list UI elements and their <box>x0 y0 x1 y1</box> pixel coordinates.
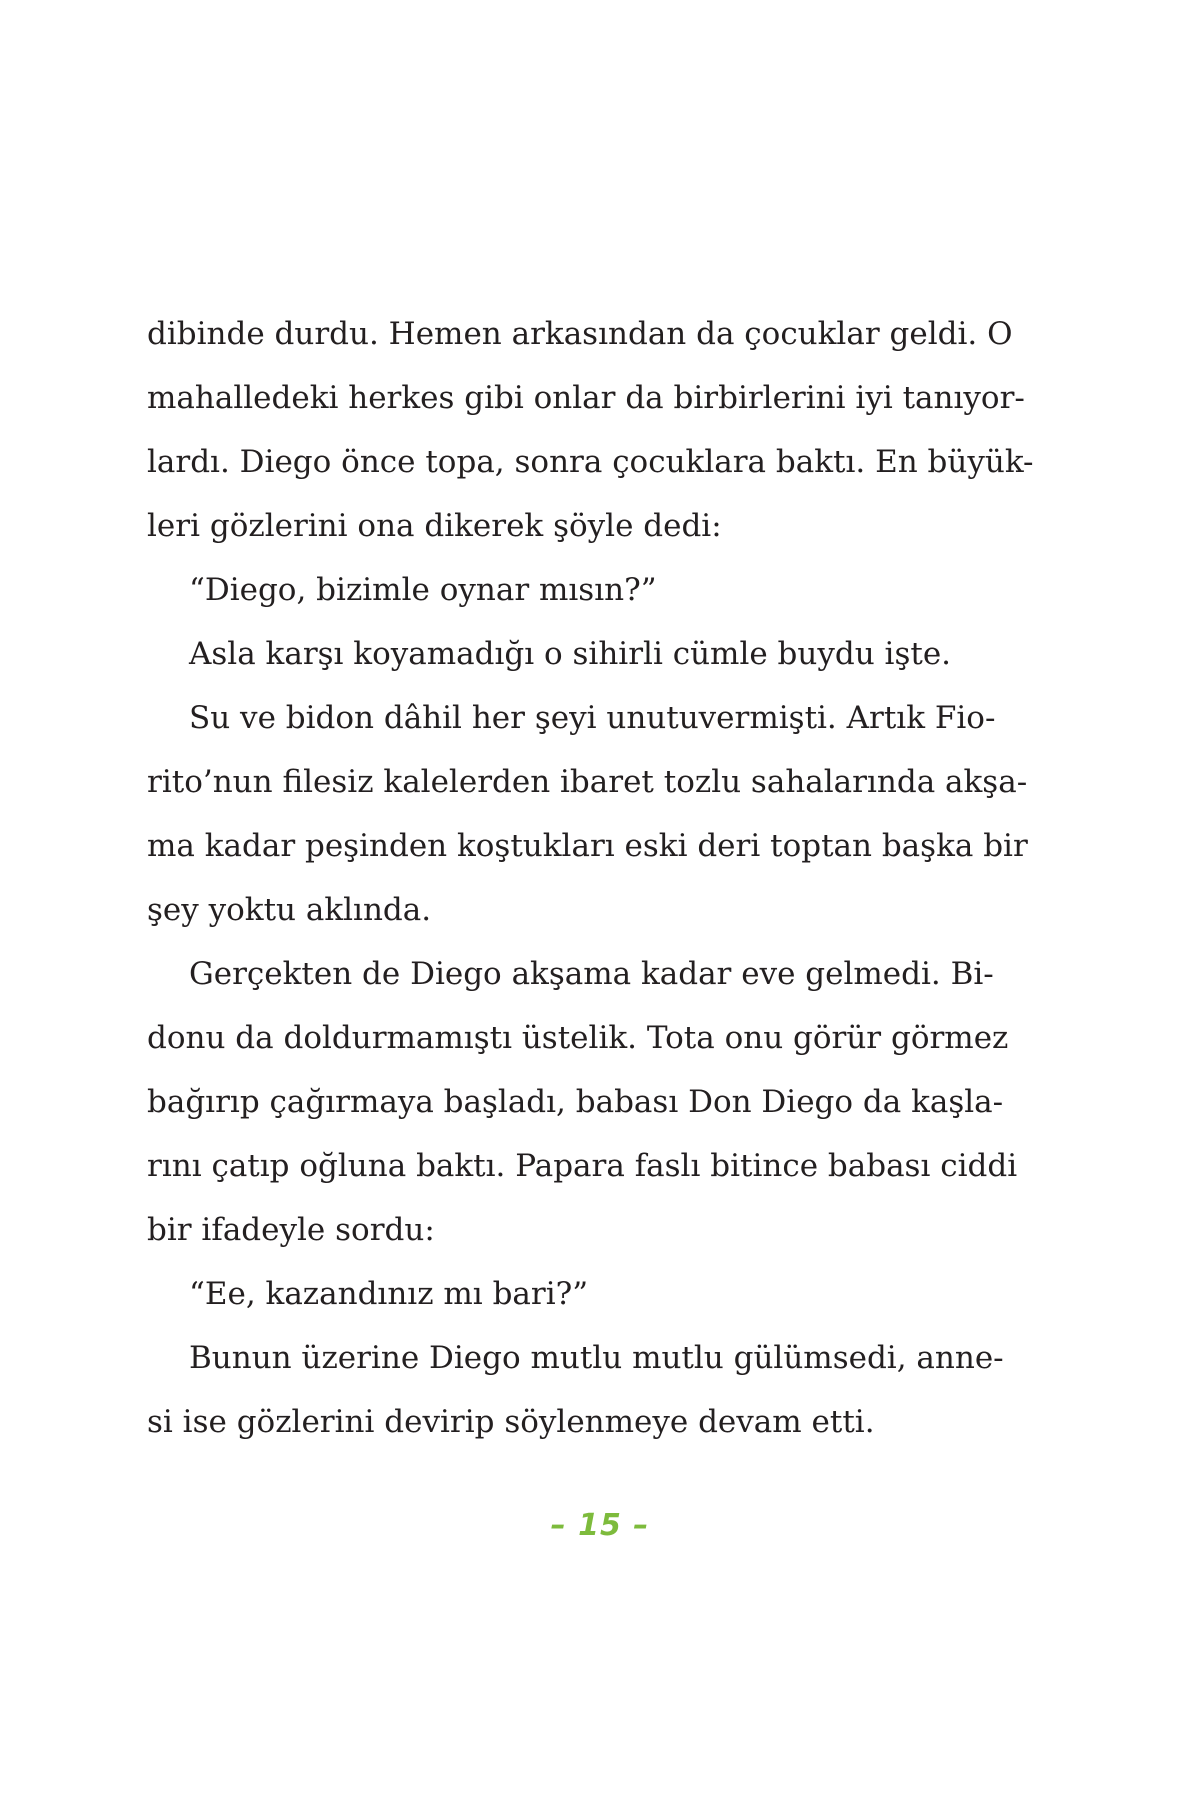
text-line: bir ifadeyle sordu: <box>147 1212 435 1248</box>
text-line: bağırıp çağırmaya başladı, babası Don Diego da kaşla- <box>147 1084 1004 1120</box>
text-line: leri gözlerini ona dikerek şöyle dedi: <box>147 508 722 544</box>
text-line: Gerçekten de Diego akşama kadar eve gelmedi. Bi- <box>189 956 994 992</box>
text-line: Bunun üzerine Diego mutlu mutlu gülümsedi, anne- <box>189 1340 1004 1376</box>
text-line: “Ee, kazandınız mı bari?” <box>189 1276 589 1312</box>
text-line: si ise gözlerini devirip söylenmeye devam etti. <box>147 1404 875 1440</box>
text-line: Asla karşı koyamadığı o sihirli cümle buydu işte. <box>189 636 952 672</box>
text-line: mahalledeki herkes gibi onlar da birbirlerini iyi tanıyor- <box>147 380 1025 416</box>
text-line: rito’nun filesiz kalelerden ibaret tozlu sahalarında akşa- <box>147 764 1028 800</box>
body-text <box>147 302 1034 1454</box>
text-line: Su ve bidon dâhil her şeyi unutuvermişti. Artık Fio- <box>189 700 996 736</box>
text-line: lardı. Diego önce topa, sonra çocuklara baktı. En büyük- <box>147 444 1034 480</box>
text-line: ma kadar peşinden koştukları eski deri toptan başka bir <box>147 828 1028 864</box>
text-line: rını çatıp oğluna baktı. Papara faslı bitince babası ciddi <box>147 1148 1018 1184</box>
text-line: dibinde durdu. Hemen arkasından da çocuklar geldi. O <box>147 316 1013 352</box>
text-line: şey yoktu aklında. <box>147 892 432 928</box>
text-line: donu da doldurmamıştı üstelik. Tota onu görür görmez <box>147 1020 1009 1056</box>
text-line: “Diego, bizimle oynar mısın?” <box>189 572 657 608</box>
page-number: – 15 – <box>550 1508 650 1543</box>
